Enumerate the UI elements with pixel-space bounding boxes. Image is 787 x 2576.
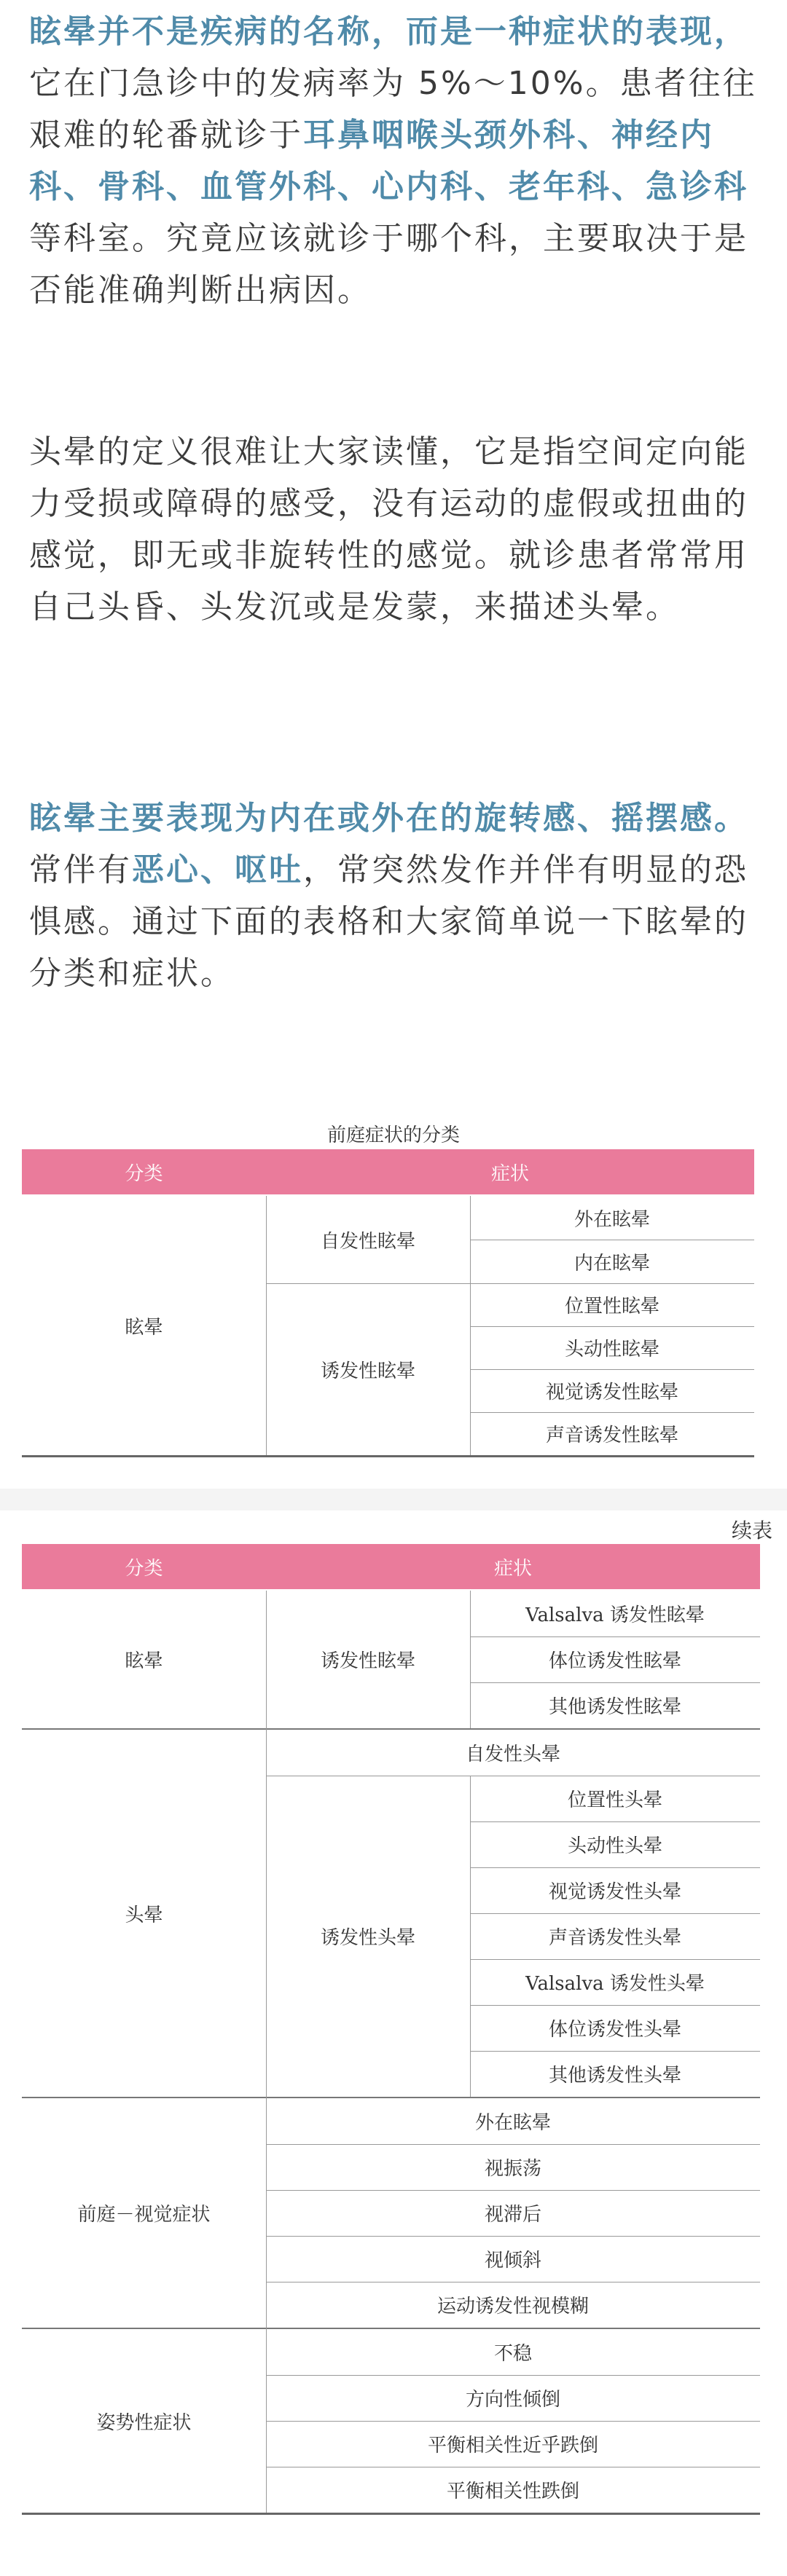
- rule: [266, 2375, 760, 2376]
- cell-item: 视觉诱发性头晕: [548, 1881, 681, 1903]
- rule: [470, 1821, 760, 1822]
- highlighted-text: 耳鼻咽喉头颈外科、神经内科、骨科、血管外科、心内科、老年科、急诊科: [29, 117, 748, 205]
- cell-item: Valsalva 诱发性头晕: [525, 1973, 705, 1995]
- cell-item: 体位诱发性头晕: [548, 2019, 681, 2041]
- cell-item: 视觉诱发性眩晕: [545, 1382, 678, 1403]
- group-rule: [22, 1728, 760, 1730]
- rule: [266, 1283, 754, 1284]
- paragraph-vertigo-intro: [29, 6, 765, 316]
- table-caption: 前庭症状的分类: [326, 1124, 460, 1146]
- cell-item: 其他诱发性眩晕: [548, 1696, 681, 1718]
- cell-item: 不稳: [493, 2343, 532, 2365]
- group-rule: [22, 2328, 760, 2329]
- header-symptom: 症状: [266, 1149, 754, 1194]
- rule: [266, 2421, 760, 2422]
- rule: [266, 2236, 760, 2237]
- cell-category-dizziness: 头晕: [125, 1904, 163, 1926]
- rule: [470, 1326, 754, 1327]
- highlighted-text: 恶心、呕吐: [132, 851, 303, 889]
- group-rule: [22, 2097, 760, 2098]
- cell-item: 其他诱发性头晕: [548, 2065, 681, 2087]
- body-text: ，常突然发作并伴有明显的恐惧感。通过下面的表格和大家简单说一下眩晕的分类和症状。: [29, 851, 748, 992]
- rule: [470, 1636, 760, 1637]
- header-symptom: 症状: [266, 1544, 760, 1589]
- header-category: 分类: [22, 1544, 266, 1589]
- table-bottom-rule: [22, 2513, 760, 2515]
- cell-triggered-dizziness: 诱发性头晕: [320, 1927, 415, 1949]
- cell-item: 声音诱发性头晕: [548, 1927, 681, 1949]
- rule: [470, 1412, 754, 1413]
- table-bottom-rule: [22, 1455, 754, 1457]
- rule: [470, 2005, 760, 2006]
- rule: [470, 1959, 760, 1960]
- rule: [470, 1913, 760, 1914]
- rule: [266, 2190, 760, 2191]
- rule: [470, 1867, 760, 1868]
- highlighted-text: 眩晕并不是疾病的名称，而是一种症状的表现，: [29, 13, 748, 50]
- cell-spontaneous-vertigo: 自发性眩晕: [320, 1230, 415, 1253]
- rule: [470, 1682, 760, 1683]
- cell-item: 视倾斜: [484, 2250, 541, 2272]
- cell-item: 平衡相关性近乎跌倒: [427, 2435, 598, 2457]
- continued-label: 续表: [731, 1519, 772, 1543]
- rule: [470, 1776, 471, 2097]
- cell-item: 位置性眩晕: [564, 1296, 659, 1317]
- cell-item: 方向性倾倒: [465, 2389, 560, 2411]
- cell-item: 平衡相关性跌倒: [446, 2481, 579, 2502]
- section-gap: [0, 1489, 787, 1510]
- body-text: 常伴有: [29, 851, 132, 889]
- cell-item: 头动性头晕: [567, 1835, 662, 1857]
- cell-item: 体位诱发性眩晕: [548, 1650, 681, 1672]
- cell-item: 外在眩晕: [474, 2112, 551, 2134]
- rule: [266, 2144, 760, 2145]
- cell-item: 内在眩晕: [573, 1252, 650, 1275]
- body-text: 它在门急诊中的发病率为 5%～10%。患者往往艰难的轮番就诊于: [29, 65, 757, 154]
- highlighted-text: 眩晕主要表现为内在或外在的旋转感、摇摆感。: [29, 800, 748, 837]
- cell-item: Valsalva 诱发性眩晕: [525, 1604, 705, 1626]
- rule: [470, 1591, 471, 1728]
- rule: [266, 1196, 267, 1455]
- cell-category-vertigo: 眩晕: [125, 1316, 163, 1339]
- rule: [470, 2051, 760, 2052]
- paragraph-vertigo-symptoms: [29, 792, 765, 999]
- cell-item: 位置性头晕: [567, 1789, 662, 1811]
- rule: [470, 1196, 471, 1455]
- header-category: 分类: [22, 1149, 266, 1194]
- cell-category-vestibulo-visual: 前庭－视觉症状: [77, 2204, 211, 2226]
- body-text: 头晕的定义很难让大家读懂，它是指空间定向能力受损或障碍的感受，没有运动的虚假或扭曲的感觉，即无或非旋转性的感觉。就诊患者常常用自己头昏、头发沉或是发蒙，来描述头晕。: [29, 433, 748, 626]
- rule: [266, 1591, 267, 2513]
- cell-category-vertigo: 眩晕: [125, 1650, 163, 1672]
- cell-item: 声音诱发性眩晕: [545, 1425, 678, 1446]
- cell-triggered-vertigo: 诱发性眩晕: [320, 1360, 415, 1382]
- body-text: 等科室。究竟应该就诊于哪个科，主要取决于是否能准确判断出病因。: [29, 220, 748, 309]
- cell-item: 视滞后: [484, 2204, 541, 2226]
- cell-spontaneous-dizziness: 自发性头晕: [465, 1744, 560, 1765]
- cell-item: 头动性眩晕: [564, 1339, 659, 1360]
- cell-category-postural: 姿势性症状: [96, 2411, 192, 2434]
- cell-item: 视振荡: [484, 2158, 541, 2180]
- cell-item: 运动诱发性视模糊: [436, 2296, 589, 2317]
- cell-triggered-vertigo: 诱发性眩晕: [320, 1650, 415, 1672]
- paragraph-dizziness-definition: [29, 426, 765, 633]
- rule: [470, 1369, 754, 1370]
- cell-item: 外在眩晕: [573, 1208, 650, 1231]
